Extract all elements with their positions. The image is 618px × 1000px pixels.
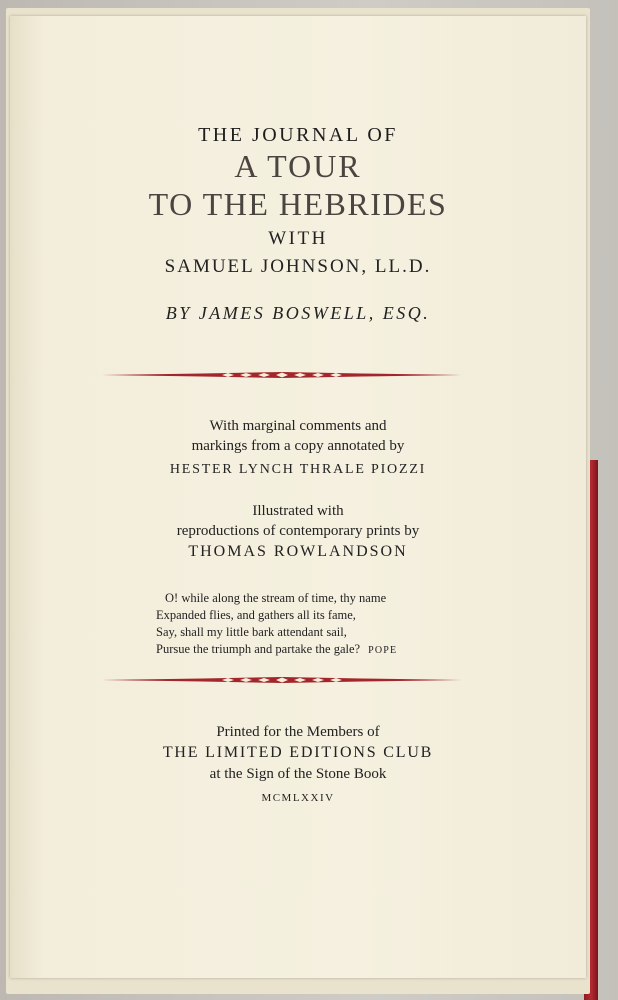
ornament-rule-bottom (102, 673, 462, 687)
author-line: BY JAMES BOSWELL, ESQ. (165, 303, 431, 323)
title-line-4: WITH (268, 228, 328, 249)
colophon-line-3: at the Sign of the Stone Book (209, 766, 387, 782)
title-line-3: TO THE HEBRIDES (148, 186, 448, 222)
annotator-name: HESTER LYNCH THRALE PIOZZI (169, 462, 427, 477)
annotation-line-1: With marginal comments and (209, 418, 387, 434)
title-line-2: A TOUR (234, 148, 362, 184)
colophon-year: MCMLXXIV (261, 792, 335, 804)
illustration-line-1: Illustrated with (252, 503, 344, 519)
epigraph (156, 590, 397, 659)
colophon-line-1: Printed for the Members of (216, 724, 380, 740)
epigraph-line: Pursue the triumph and partake the gale? (156, 642, 361, 656)
annotation-line-2: markings from a copy annotated by (191, 438, 405, 454)
ornament-rule-top (102, 368, 462, 382)
epigraph-attribution: POPE (368, 645, 398, 656)
epigraph-line: O! while along the stream of time, thy name (165, 591, 387, 605)
title-page (10, 16, 586, 978)
title-line-5: SAMUEL JOHNSON, LL.D. (164, 256, 432, 277)
illustrator-name: THOMAS ROWLANDSON (188, 543, 408, 560)
title-line-1: THE JOURNAL OF (198, 124, 398, 146)
illustration-line-2: reproductions of contemporary prints by (176, 523, 420, 539)
colophon-publisher: THE LIMITED EDITIONS CLUB (162, 744, 434, 761)
epigraph-line: Expanded flies, and gathers all its fame, (156, 608, 356, 622)
epigraph-line: Say, shall my little bark attendant sail, (156, 625, 347, 639)
